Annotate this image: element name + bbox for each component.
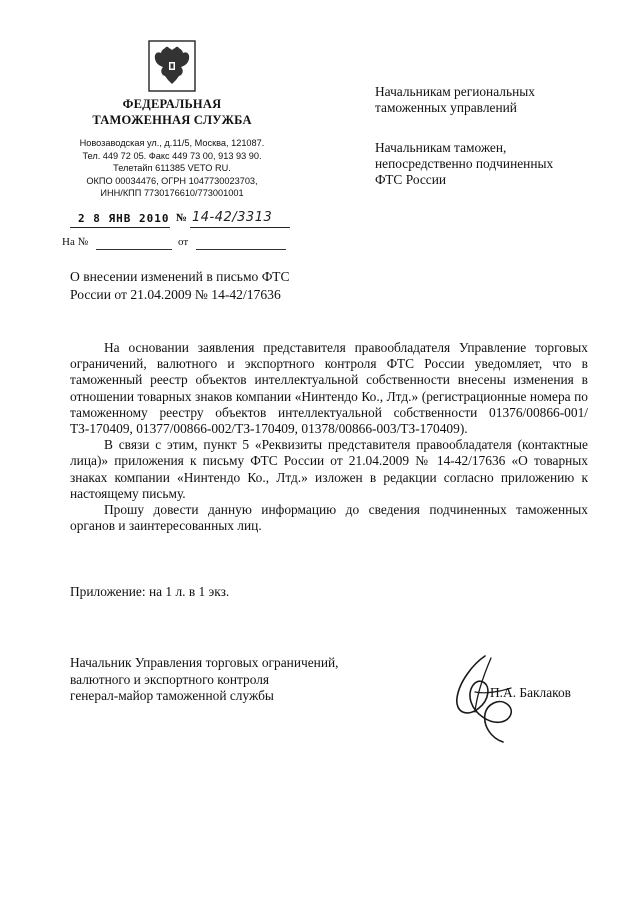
org-line-2: ТАМОЖЕННАЯ СЛУЖБА: [92, 113, 252, 127]
body-paragraph-2: В связи с этим, пункт 5 «Реквизиты представителя правообладателя (контактные лица)» приложения к письму ФТС России от 21.04.2009 № 14-42/17636 «О товарных знаках компании «Нинтендо Ко., Лтд.» изложен в редакции согласно приложению к настоящему письму.: [70, 437, 588, 501]
signer-title-line: Начальник Управления торговых ограничений,: [70, 655, 339, 670]
subject-line: О внесении изменений в письмо ФТС: [70, 269, 290, 284]
address-line: Телетайп 611385 VETO RU.: [113, 163, 231, 174]
date-underline: [70, 227, 170, 228]
attachment-note: Приложение: на 1 л. в 1 экз.: [70, 584, 230, 599]
ref-from-underline: [196, 249, 286, 250]
body-paragraph-3: Прошу довести данную информацию до сведения подчиненных таможенных органов и заинтересованных лиц.: [70, 502, 588, 534]
address-line: Новозаводская ул., д.11/5, Москва, 121087.: [79, 138, 265, 148]
recipient-line: ФТС России: [375, 172, 447, 187]
number-label: №: [176, 212, 188, 224]
outgoing-number: 14-42/3313: [192, 210, 273, 225]
address-line: Тел. 449 72 05. Факс 449 73 00, 913 93 90.: [82, 150, 262, 161]
signer-name: П.А. Баклаков: [490, 685, 571, 700]
recipient-line: Начальникам региональных: [375, 84, 535, 99]
recipient-group-1: [375, 84, 605, 116]
subject-line: России от 21.04.2009 № 14-42/17636: [70, 286, 281, 302]
org-line-1: ФЕДЕРАЛЬНАЯ: [122, 97, 222, 111]
letter-subject: [70, 268, 350, 303]
address-line: ИНН/КПП 7730176610/773001001: [100, 188, 244, 199]
date-number-line: [70, 212, 310, 230]
recipient-line: Начальникам таможен,: [375, 140, 507, 155]
ref-underline: [96, 249, 172, 250]
signer-title-line: валютного и экспортного контроля: [70, 671, 270, 687]
recipient-group-2: [375, 140, 605, 188]
signer-title-line: генерал-майор таможенной службы: [70, 688, 274, 703]
coat-of-arms-emblem: [148, 40, 196, 92]
date-stamp: 2 8 ЯНВ 2010: [78, 212, 170, 225]
organization-name: [62, 96, 282, 128]
signer-title: [70, 655, 380, 705]
ref-from-label: от: [178, 236, 189, 248]
reference-line: [62, 236, 302, 252]
recipient-line: таможенных управлений: [375, 100, 517, 115]
number-underline: [190, 227, 290, 228]
recipient-line: непосредственно подчиненных: [375, 156, 554, 171]
address-block: [62, 137, 282, 200]
letter-body: [70, 340, 588, 534]
body-paragraph-1: На основании заявления представителя правообладателя Управление торговых ограничений, валютного и экспортного контроля ФТС России уведомляет, что в таможенный реестр объектов интеллектуальной собственности внесены изменения в отношении товарных знаков компании «Нинтендо Ко., Лтд.» (регистрационные номера по таможенному реестру объектов интеллектуальной собственности 01376/00866-001/ТЗ-170409, 01377/00866-002/ТЗ-170409, 01378/00866-003/ТЗ-170409).: [70, 340, 588, 437]
address-line: ОКПО 00034476, ОГРН 1047730023703,: [86, 175, 258, 186]
ref-label: На №: [62, 236, 89, 248]
